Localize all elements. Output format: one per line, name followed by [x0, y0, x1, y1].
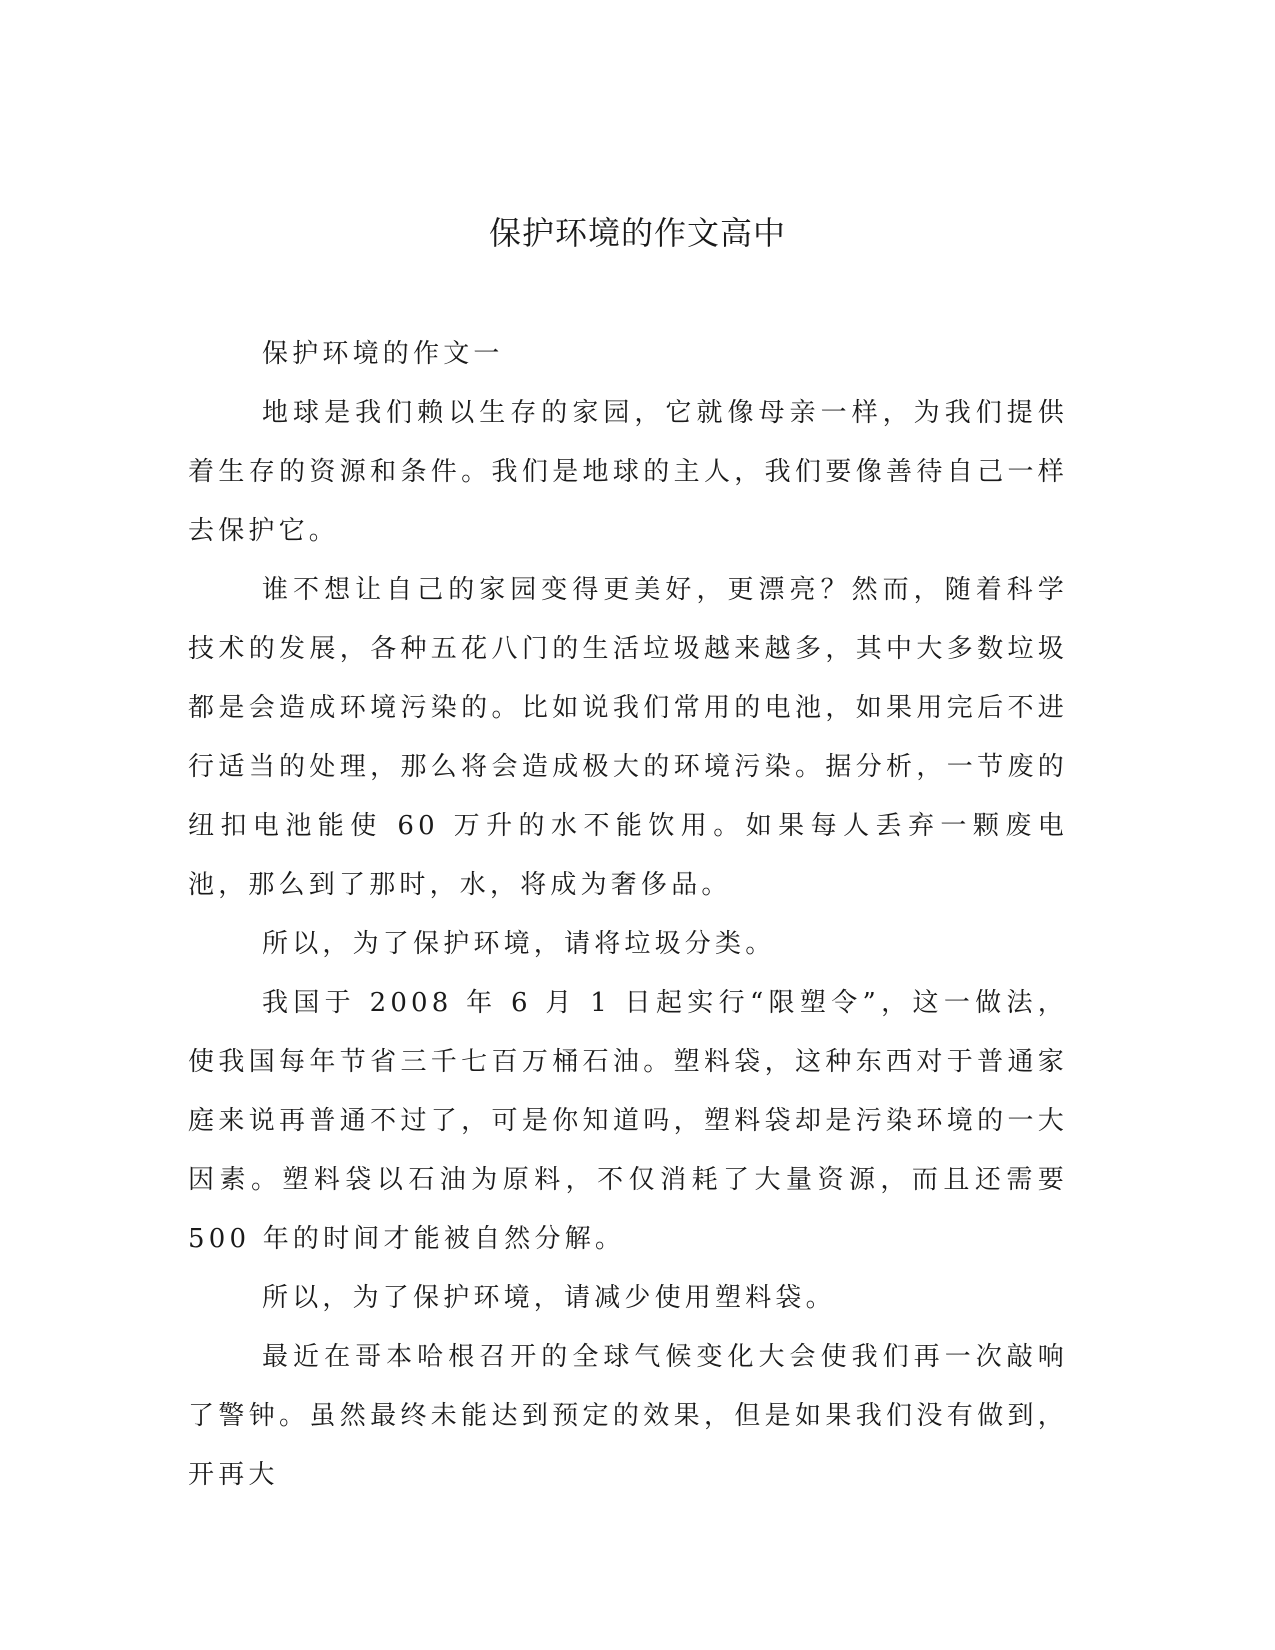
document-body: [188, 325, 1068, 1505]
paragraph-garbage-pollution: 谁不想让自己的家园变得更美好，更漂亮？然而，随着科学技术的发展，各种五花八门的生活垃圾越来越多，其中大多数垃圾都是会造成环境污染的。比如说我们常用的电池，如果用完后不进行适当的处理，那么将会造成极大的环境污染。据分析，一节废的纽扣电池能使 60 万升的水不能饮用。如果每人丢弃一颗废电池，那么到了那时，水，将成为奢侈品。: [188, 575, 1068, 900]
paragraph-sort-garbage: 所以，为了保护环境，请将垃圾分类。: [262, 929, 776, 959]
paragraph-essay-heading: 保护环境的作文一: [262, 339, 504, 369]
paragraph-reduce-plastic: 所以，为了保护环境，请减少使用塑料袋。: [262, 1283, 836, 1313]
document-title: 保护环境的作文高中: [488, 214, 786, 252]
paragraph-climate-conference: 最近在哥本哈根召开的全球气候变化大会使我们再一次敲响了警钟。虽然最终未能达到预定的效果，但是如果我们没有做到，开再大: [188, 1342, 1068, 1490]
paragraph-earth-home: 地球是我们赖以生存的家园，它就像母亲一样，为我们提供着生存的资源和条件。我们是地球的主人，我们要像善待自己一样去保护它。: [188, 398, 1068, 546]
paragraph-plastic-ban: 我国于 2008 年 6 月 1 日起实行“限塑令”，这一做法，使我国每年节省三千七百万桶石油。塑料袋，这种东西对于普通家庭来说再普通不过了，可是你知道吗，塑料袋却是污染环境的一大因素。塑料袋以石油为原料，不仅消耗了大量资源，而且还需要 500 年的时间才能被自然分解。: [188, 988, 1068, 1254]
